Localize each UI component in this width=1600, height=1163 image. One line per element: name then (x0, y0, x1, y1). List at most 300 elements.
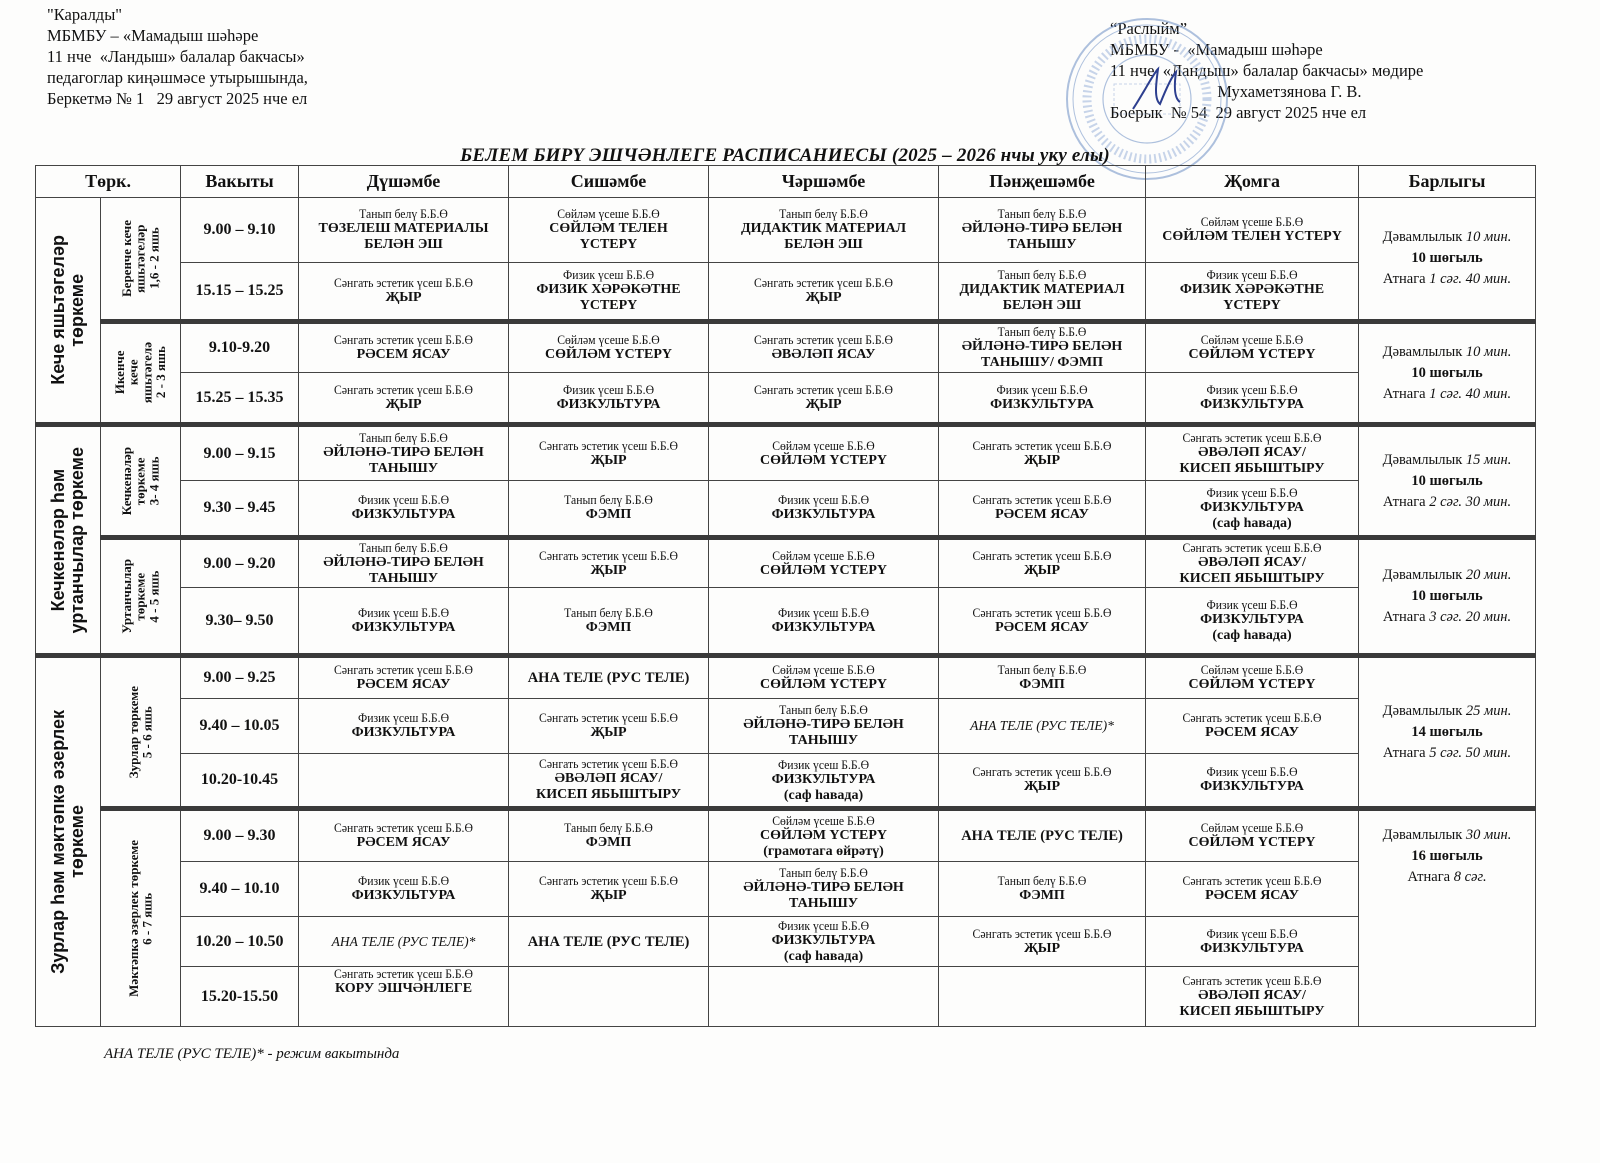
lesson-category: Сәнгать эстетик үсеш Б.Б.Ө (972, 604, 1112, 620)
table-row (36, 967, 1536, 1027)
lesson-cell-wednesday (709, 425, 939, 481)
header-line: 11 нче «Ландыш» балалар бакчасы» (47, 47, 305, 66)
lesson-category: Физик үсеш Б.Б.Ө (1206, 925, 1298, 941)
lesson-title: СӨЙЛӘМ ҮСТЕРҮ (760, 827, 887, 843)
lesson-title: ӘВӘЛӘП ЯСАУ/ КИСЕП ЯБЫШТЫРУ (536, 771, 681, 802)
signature-icon (1128, 64, 1198, 114)
lesson-cell-monday (299, 425, 509, 481)
lesson-category: Сәнгать эстетик үсеш Б.Б.Ө (754, 332, 893, 347)
lesson-title: ӘВӘЛӘП ЯСАУ (771, 347, 876, 362)
lesson-category: Танып белү Б.Б.Ө (359, 206, 448, 221)
lesson-category: Танып белү Б.Б.Ө (997, 324, 1087, 339)
header-line: Беркетмә № 1 29 август 2025 нче ел (47, 89, 308, 108)
lesson-cell-friday (1146, 862, 1359, 917)
lesson-category: Физик үсеш Б.Б.Ө (777, 604, 870, 620)
week-label: Атнага (1382, 493, 1426, 510)
subgroup-label: Зурлар төркеме 5 - 6 яшь (125, 685, 155, 779)
table-row (36, 754, 1536, 809)
header-line: "Каралды" (47, 5, 123, 24)
duration-label: Дәвамлылык (1382, 229, 1463, 245)
duration-value: 10 мин. (1465, 343, 1512, 360)
lesson-title: ФЭМП (1019, 677, 1065, 692)
lesson-category: Сәнгать эстетик үсеш Б.Б.Ө (539, 710, 678, 725)
lesson-category: Сәнгать эстетик үсеш Б.Б.Ө (1182, 873, 1322, 888)
lesson-cell-wednesday (709, 809, 939, 862)
time-slot: 10.20 – 10.50 (181, 917, 299, 967)
table-row (36, 322, 1536, 373)
header-line: МБМБУ - «Мамадыш шәһәре (1110, 40, 1323, 59)
lesson-category: Физик үсеш Б.Б.Ө (357, 604, 450, 620)
weekly-total-cell (1359, 425, 1536, 538)
duration-line (1362, 701, 1532, 722)
lesson-title: СӨЙЛӘМ ТЕЛЕН ҮСТЕРҮ (1162, 229, 1342, 244)
lesson-title: АНА ТЕЛЕ (РУС ТЕЛЕ) (527, 670, 690, 686)
table-row (36, 862, 1536, 917)
lesson-cell-monday (299, 862, 509, 917)
lesson-cell-friday (1146, 699, 1359, 754)
lesson-category: Физик үсеш Б.Б.Ө (1206, 764, 1298, 779)
lesson-title: ҖЫР (1023, 562, 1061, 578)
column-header-wednesday: Чәршәмбе (709, 166, 939, 198)
lesson-title: ДИДАКТИК МАТЕРИАЛ БЕЛӘН ЭШ (740, 221, 907, 252)
duration-line (1362, 342, 1532, 363)
duration-label: Дәвамлылык (1382, 827, 1463, 843)
lesson-category: Сәнгать эстетик үсеш Б.Б.Ө (334, 966, 473, 981)
week-label: Атнага (1382, 744, 1426, 761)
lesson-cell-monday (299, 754, 509, 809)
lesson-cell-monday (299, 588, 509, 656)
duration-label: Дәвамлылык (1382, 702, 1463, 719)
lesson-cell-wednesday (709, 862, 939, 917)
lesson-category: Сөйләм үсеше Б.Б.Ө (1200, 662, 1304, 677)
lesson-cell-friday (1146, 322, 1359, 373)
lesson-category: Сөйләм үсеше Б.Б.Ө (772, 662, 875, 677)
lesson-cell-friday (1146, 809, 1359, 862)
lesson-cell-thursday (939, 373, 1146, 425)
lesson-category: Сәнгать эстетик үсеш Б.Б.Ө (1182, 429, 1322, 445)
lesson-category: Танып белү Б.Б.Ө (997, 662, 1087, 677)
header-line: МБМБУ – «Мамадыш шәһәре (47, 26, 259, 45)
duration-value: 30 мин. (1465, 827, 1512, 843)
column-header-tuesday: Сишәмбе (509, 166, 709, 198)
lesson-title: ТӨЗЕЛЕШ МАТЕРИАЛЫ БЕЛӘН ЭШ (318, 221, 489, 252)
lesson-title: ФИЗКУЛЬТУРА (771, 507, 876, 522)
lesson-title: СӨЙЛӘМ ҮСТЕРҮ (545, 347, 672, 362)
lesson-category: Танып белү Б.Б.Ө (997, 267, 1087, 282)
lesson-cell-thursday (939, 538, 1146, 588)
group-cell (36, 656, 101, 1027)
time-slot: 9.40 – 10.05 (181, 699, 299, 754)
weekly-line (1362, 607, 1532, 628)
week-label: Атнага (1382, 385, 1426, 402)
lesson-cell-monday (299, 699, 509, 754)
lesson-cell-wednesday (709, 538, 939, 588)
lesson-title-regime: АНА ТЕЛЕ (РУС ТЕЛЕ)* (331, 933, 476, 949)
lesson-title: ФИЗКУЛЬТУРА (771, 619, 876, 635)
lesson-title: ФИЗКУЛЬТУРА (771, 771, 876, 787)
lesson-title: СӨЙЛӘМ ҮСТЕРҮ (1188, 835, 1316, 850)
lesson-cell-monday (299, 198, 509, 263)
group-label: Кече яшьтәгеләр төркеме (48, 235, 87, 385)
lesson-title: ҖЫР (590, 562, 627, 578)
duration-line (1362, 825, 1532, 846)
lesson-cell-thursday (939, 809, 1146, 862)
lesson-category: Физик үсеш Б.Б.Ө (1206, 267, 1298, 282)
lesson-cell-monday (299, 656, 509, 699)
lesson-cell-wednesday (709, 588, 939, 656)
duration-label: Дәвамлылык (1382, 567, 1463, 583)
lesson-category: Танып белү Б.Б.Ө (564, 820, 653, 835)
lesson-note: (саф һавада) (1212, 515, 1292, 531)
lesson-category: Сәнгать эстетик үсеш Б.Б.Ө (972, 547, 1112, 563)
lesson-title: ӘЙЛӘНӘ-ТИРӘ БЕЛӘН ТАНЫШУ (743, 880, 904, 911)
lesson-title: ӘЙЛӘНӘ-ТИРӘ БЕЛӘН ТАНЫШУ (323, 554, 484, 586)
lesson-title: ФИЗКУЛЬТУРА (1200, 612, 1304, 627)
lesson-title: ФИЗИК ХӘРӘКӘТНЕ ҮСТЕРҮ (1179, 282, 1325, 313)
time-slot: 10.20-10.45 (181, 754, 299, 809)
column-header-friday: Җомга (1146, 166, 1359, 198)
lesson-category: Физик үсеш Б.Б.Ө (357, 492, 450, 507)
column-header-group: Төрк. (36, 166, 181, 198)
header-line: Мухаметзянова Г. В. (1110, 82, 1362, 101)
table-row (36, 263, 1536, 322)
subgroup-label: Кечкенәләр төркеме 3- 4 яшь (119, 446, 162, 516)
lesson-category: Танып белү Б.Б.Ө (779, 865, 868, 880)
lesson-category: Сәнгать эстетик үсеш Б.Б.Ө (539, 873, 678, 888)
lesson-cell-thursday (939, 481, 1146, 538)
lesson-cell-thursday (939, 322, 1146, 373)
lesson-note: (грамотага өйрәтү) (763, 843, 884, 859)
lesson-category: Физик үсеш Б.Б.Ө (357, 873, 450, 888)
lesson-cell-thursday (939, 263, 1146, 322)
lesson-category: Сәнгать эстетик үсеш Б.Б.Ө (972, 925, 1112, 941)
time-slot: 9.30 – 9.45 (181, 481, 299, 538)
lesson-title: СӨЙЛӘМ ҮСТЕРҮ (760, 452, 887, 468)
lesson-title: ӘВӘЛӘП ЯСАУ/ КИСЕП ЯБЫШТЫРУ (1179, 554, 1325, 586)
lesson-cell-wednesday (709, 373, 939, 425)
lesson-title: РӘСЕМ ЯСАУ (995, 507, 1089, 522)
time-slot: 15.15 – 15.25 (181, 263, 299, 322)
lesson-count: 10 шөгыль (1411, 472, 1483, 489)
lesson-cell-monday (299, 322, 509, 373)
lesson-title: ФЭМП (585, 619, 632, 635)
duration-value: 10 мин. (1465, 229, 1512, 245)
lesson-title: СӨЙЛӘМ ҮСТЕРҮ (1188, 347, 1316, 362)
lesson-category: Сәнгать эстетик үсеш Б.Б.Ө (754, 381, 893, 397)
time-slot: 9.00 – 9.10 (181, 198, 299, 263)
weekly-line (1362, 384, 1532, 405)
lesson-cell-friday (1146, 425, 1359, 481)
lesson-cell-tuesday (509, 699, 709, 754)
duration-label: Дәвамлылык (1382, 451, 1463, 468)
lesson-cell-tuesday (509, 425, 709, 481)
lesson-count: 10 шөгыль (1411, 364, 1483, 381)
lesson-category: Физик үсеш Б.Б.Ө (996, 381, 1088, 397)
lesson-title: РӘСЕМ ЯСАУ (995, 619, 1089, 635)
lesson-cell-monday (299, 917, 509, 967)
lesson-title: СӨЙЛӘМ ТЕЛЕН ҮСТЕРҮ (549, 221, 668, 252)
lesson-cell-tuesday (509, 809, 709, 862)
lesson-category: Танып белү Б.Б.Ө (359, 429, 448, 445)
week-value: 2 сәг. 30 мин. (1429, 493, 1512, 510)
lesson-category: Физик үсеш Б.Б.Ө (357, 710, 450, 725)
lesson-cell-tuesday (509, 754, 709, 809)
lesson-cell-wednesday (709, 699, 939, 754)
lesson-cell-friday (1146, 656, 1359, 699)
lesson-cell-tuesday (509, 588, 709, 656)
lesson-category: Физик үсеш Б.Б.Ө (1206, 597, 1298, 612)
lesson-title: ҖЫР (385, 396, 422, 412)
lesson-title: ҖЫР (1023, 452, 1061, 468)
lesson-category: Сөйләм үсеше Б.Б.Ө (772, 812, 875, 828)
duration-value: 25 мин. (1465, 702, 1512, 719)
weekly-line (1362, 743, 1532, 764)
lesson-title: РӘСЕМ ЯСАУ (356, 677, 451, 692)
lesson-title: РӘСЕМ ЯСАУ (356, 347, 451, 362)
group-label: Зурлар һәм мәктәпкә әзерлек төркеме (48, 710, 87, 974)
duration-label: Дәвамлылык (1382, 343, 1463, 360)
schedule-table (35, 165, 1536, 1027)
time-slot: 9.00 – 9.15 (181, 425, 299, 481)
lesson-category: Сөйләм үсеше Б.Б.Ө (1200, 214, 1304, 229)
lesson-cell-wednesday (709, 263, 939, 322)
lesson-cell-wednesday (709, 481, 939, 538)
lesson-count: 10 шөгыль (1411, 588, 1483, 604)
lesson-cell-wednesday (709, 967, 939, 1027)
week-value: 8 сәг. (1453, 869, 1487, 885)
lesson-title: АНА ТЕЛЕ (РУС ТЕЛЕ) (527, 933, 690, 950)
lesson-cell-tuesday (509, 263, 709, 322)
lesson-category: Танып белү Б.Б.Ө (564, 492, 653, 507)
subgroup-cell (101, 198, 181, 322)
lesson-title: ӘЙЛӘНӘ-ТИРӘ БЕЛӘН ТАНЫШУ (743, 717, 904, 748)
lesson-title: РӘСЕМ ЯСАУ (1205, 888, 1299, 903)
lesson-cell-thursday (939, 198, 1146, 263)
lesson-category: Сәнгать эстетик үсеш Б.Б.Ө (1182, 972, 1322, 988)
lesson-title: ҖЫР (1023, 940, 1061, 956)
group-cell (36, 425, 101, 656)
lesson-title: ӘВӘЛӘП ЯСАУ/ КИСЕП ЯБЫШТЫРУ (1179, 444, 1325, 476)
lesson-count: 14 шөгыль (1411, 723, 1483, 740)
lesson-title: ФИЗКУЛЬТУРА (351, 725, 456, 740)
lesson-category: Сәнгать эстетик үсеш Б.Б.Ө (539, 756, 678, 771)
lesson-title: ФИЗКУЛЬТУРА (351, 507, 456, 522)
lesson-category: Сөйләм үсеше Б.Б.Ө (772, 547, 875, 563)
lesson-cell-monday (299, 373, 509, 425)
group-label: Кечкенәләр һәм уртанчылар төркеме (48, 446, 87, 634)
lesson-title: СӨЙЛӘМ ҮСТЕРҮ (760, 562, 887, 578)
lesson-category: Физик үсеш Б.Б.Ө (562, 267, 655, 282)
lesson-title: ҖЫР (590, 888, 627, 903)
subgroup-label: Мәктәпкә әзерлек төркеме 6 - 7 яшь (125, 840, 155, 997)
lesson-cell-tuesday (509, 862, 709, 917)
header-line: “Раслыйм” (1110, 19, 1188, 38)
lesson-category: Сәнгать эстетик үсеш Б.Б.Ө (972, 437, 1112, 453)
lesson-category: Сөйләм үсеше Б.Б.Ө (557, 332, 660, 347)
lesson-cell-thursday (939, 425, 1146, 481)
column-header-time: Вакыты (181, 166, 299, 198)
lesson-cell-wednesday (709, 754, 939, 809)
lesson-cell-friday (1146, 538, 1359, 588)
subgroup-label: Уртанчылар төркеме 4 - 5 яшь (119, 559, 162, 634)
duration-line (1362, 565, 1532, 586)
week-label: Атнага (1382, 609, 1426, 625)
lesson-category: Сәнгать эстетик үсеш Б.Б.Ө (1182, 710, 1322, 725)
lesson-category: Сәнгать эстетик үсеш Б.Б.Ө (334, 381, 473, 397)
lesson-category: Танып белү Б.Б.Ө (359, 539, 448, 555)
lesson-category: Танып белү Б.Б.Ө (997, 206, 1087, 221)
lesson-title: ҖЫР (805, 396, 842, 412)
lesson-category: Физик үсеш Б.Б.Ө (1206, 381, 1298, 397)
lesson-title: РӘСЕМ ЯСАУ (1205, 725, 1299, 740)
lesson-category: Сөйләм үсеше Б.Б.Ө (557, 206, 660, 221)
lesson-cell-tuesday (509, 917, 709, 967)
lesson-title: СӨЙЛӘМ ҮСТЕРҮ (760, 677, 887, 692)
lesson-cell-thursday (939, 917, 1146, 967)
lesson-cell-friday (1146, 198, 1359, 263)
table-header-row (36, 166, 1536, 198)
lesson-category: Сәнгать эстетик үсеш Б.Б.Ө (972, 492, 1112, 507)
week-value: 3 сәг. 20 мин. (1429, 609, 1512, 625)
weekly-total-cell (1359, 322, 1536, 425)
lesson-cell-friday (1146, 263, 1359, 322)
lesson-cell-thursday (939, 967, 1146, 1027)
lesson-category: Сәнгать эстетик үсеш Б.Б.Ө (539, 547, 678, 563)
header-line: педагоглар киңәшмәсе утырышында, (47, 68, 308, 87)
lesson-title: ФИЗКУЛЬТУРА (1200, 940, 1304, 956)
lesson-category: Танып белү Б.Б.Ө (564, 604, 653, 620)
week-value: 1 сәг. 40 мин. (1429, 271, 1512, 287)
weekly-total-cell (1359, 198, 1536, 322)
duration-value: 20 мин. (1465, 567, 1512, 583)
lesson-title: ДИДАКТИК МАТЕРИАЛ БЕЛӘН ЭШ (959, 282, 1125, 313)
subgroup-cell (101, 322, 181, 425)
lesson-cell-thursday (939, 862, 1146, 917)
lesson-title: ҖЫР (805, 290, 842, 305)
lesson-cell-wednesday (709, 917, 939, 967)
weekly-total-cell (1359, 809, 1536, 1027)
lesson-cell-tuesday (509, 322, 709, 373)
table-row (36, 481, 1536, 538)
time-slot: 9.40 – 10.10 (181, 862, 299, 917)
lesson-count: 10 шөгыль (1411, 250, 1483, 266)
lesson-cell-monday (299, 967, 509, 1027)
week-label: Атнага (1382, 271, 1426, 287)
lesson-category: Сөйләм үсеше Б.Б.Ө (1200, 332, 1304, 347)
lesson-title: ҖЫР (385, 290, 422, 305)
weekly-line (1362, 867, 1532, 888)
duration-value: 15 мин. (1465, 451, 1512, 468)
column-header-total: Барлыгы (1359, 166, 1536, 198)
header-line: Боерык № 54 29 август 2025 нче ел (1110, 103, 1367, 122)
subgroup-cell (101, 425, 181, 538)
lesson-title: ФИЗКУЛЬТУРА (351, 619, 456, 635)
table-row (36, 538, 1536, 588)
lesson-cell-thursday (939, 656, 1146, 699)
subgroup-cell (101, 809, 181, 1027)
lesson-cell-tuesday (509, 373, 709, 425)
lesson-title: ФИЗКУЛЬТУРА (1200, 779, 1304, 794)
lesson-title-regime: АНА ТЕЛЕ (РУС ТЕЛЕ)* (970, 718, 1114, 733)
table-row (36, 656, 1536, 699)
lesson-title: ФЭМП (585, 507, 632, 522)
lesson-category: Сәнгать эстетик үсеш Б.Б.Ө (334, 332, 473, 347)
lesson-cell-tuesday (509, 538, 709, 588)
lesson-note: (саф һавада) (1212, 628, 1292, 643)
lesson-cell-friday (1146, 373, 1359, 425)
lesson-cell-monday (299, 263, 509, 322)
footnote: АНА ТЕЛЕ (РУС ТЕЛЕ)* - режим вакытында (104, 1046, 400, 1062)
table-row (36, 809, 1536, 862)
lesson-title: АНА ТЕЛЕ (РУС ТЕЛЕ) (961, 828, 1123, 844)
subgroup-cell (101, 656, 181, 809)
lesson-cell-friday (1146, 588, 1359, 656)
time-slot: 9.00 – 9.30 (181, 809, 299, 862)
page-title: БЕЛЕМ БИРҮ ЭШЧӘНЛЕГЕ РАСПИСАНИЕСЫ (2025 – 2026 нчы уку елы) (460, 145, 1110, 166)
table-row (36, 425, 1536, 481)
lesson-cell-thursday (939, 699, 1146, 754)
lesson-category: Физик үсеш Б.Б.Ө (777, 492, 870, 507)
lesson-cell-wednesday (709, 322, 939, 373)
time-slot: 9.00 – 9.25 (181, 656, 299, 699)
week-value: 1 сәг. 40 мин. (1429, 385, 1512, 402)
lesson-cell-tuesday (509, 656, 709, 699)
lesson-title: ФЭМП (1019, 888, 1065, 903)
weekly-total-cell (1359, 538, 1536, 656)
lesson-category: Танып белү Б.Б.Ө (779, 206, 868, 221)
lesson-cell-monday (299, 538, 509, 588)
lesson-title: СӨЙЛӘМ ҮСТЕРҮ (1188, 677, 1316, 692)
lesson-category: Физик үсеш Б.Б.Ө (562, 381, 655, 397)
lesson-title: ҖЫР (1023, 779, 1061, 794)
lesson-category: Танып белү Б.Б.Ө (997, 873, 1087, 888)
lesson-cell-monday (299, 809, 509, 862)
lesson-title: ӘЙЛӘНӘ-ТИРӘ БЕЛӘН ТАНЫШУ/ ФЭМП (961, 339, 1123, 370)
subgroup-label: Беренче кече яшьтәгеләр 1,6 - 2 яшь (119, 220, 162, 297)
lesson-cell-thursday (939, 754, 1146, 809)
lesson-title: ӘЙЛӘНӘ-ТИРӘ БЕЛӘН ТАНЫШУ (323, 444, 484, 476)
time-slot: 9.30– 9.50 (181, 588, 299, 656)
weekly-line (1362, 492, 1532, 513)
lesson-cell-tuesday (509, 198, 709, 263)
duration-line (1362, 227, 1532, 248)
lesson-title: ФЭМП (585, 835, 632, 850)
lesson-title: ФИЗКУЛЬТУРА (1200, 396, 1304, 412)
lesson-title: ФИЗКУЛЬТУРА (1200, 499, 1304, 515)
lesson-category: Танып белү Б.Б.Ө (779, 702, 868, 717)
lesson-category: Сөйләм үсеше Б.Б.Ө (1200, 820, 1304, 835)
lesson-title: ӘВӘЛӘП ЯСАУ/ КИСЕП ЯБЫШТЫРУ (1179, 987, 1325, 1019)
table-row (36, 588, 1536, 656)
lesson-title: ӘЙЛӘНӘ-ТИРӘ БЕЛӘН ТАНЫШУ (961, 221, 1123, 252)
lesson-cell-monday (299, 481, 509, 538)
subgroup-cell (101, 538, 181, 656)
group-cell (36, 198, 101, 425)
lesson-title: КОРУ ЭШЧӘНЛЕГЕ (334, 981, 473, 996)
lesson-category: Сәнгать эстетик үсеш Б.Б.Ө (539, 437, 678, 453)
lesson-category: Физик үсеш Б.Б.Ө (777, 756, 870, 772)
week-value: 5 сәг. 50 мин. (1429, 744, 1512, 761)
subgroup-label: Икенче кече яшьтәгелә 2 - 3 яшь (112, 342, 169, 404)
lesson-title: ФИЗКУЛЬТУРА (771, 933, 876, 948)
lesson-cell-tuesday (509, 967, 709, 1027)
lesson-count: 16 шөгыль (1411, 848, 1483, 864)
weekly-line (1362, 269, 1532, 290)
lesson-cell-tuesday (509, 481, 709, 538)
lesson-cell-friday (1146, 917, 1359, 967)
lesson-title: ҖЫР (590, 452, 627, 468)
lesson-cell-friday (1146, 967, 1359, 1027)
